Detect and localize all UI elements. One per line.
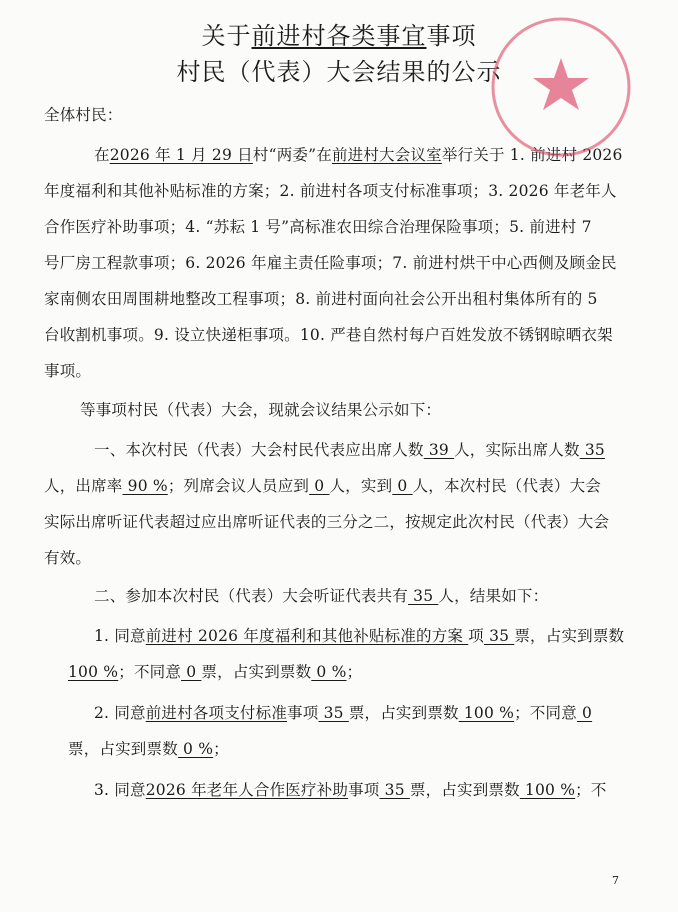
item1-topic: 前进村 2026 年度福利和其他补贴标准的方案: [145, 627, 469, 645]
item2-line-2: 票，占实到票数 0 %；: [68, 740, 229, 758]
para2: 等事项村民（代表）大会，现就会议结果公示如下：: [80, 401, 442, 419]
item3-line-1: 3. 同意2026 年老年人合作医疗补助事项 35 票，占实到票数 100 %；不: [94, 781, 607, 799]
title-place: 前进村各类事宜: [251, 22, 427, 50]
section1-line-1: 一、本次村民（代表）大会村民代表应出席人数 39 人，实际出席人数 35: [94, 441, 605, 459]
title-line-2: 村民（代表）大会结果的公示: [176, 58, 502, 86]
para1-line-3: 合作医疗补助事项；4. “苏耘 1 号”高标准农田综合治理保险事项；5. 前进村 7: [44, 218, 592, 236]
para1-line-4: 号厂房工程款事项；6. 2026 年雇主责任险事项；7. 前进村烘干中心西侧及顾金民: [44, 254, 617, 272]
para1-line-1: 在2026 年 1 月 29 日村“两委”在前进村大会议室举行关于 1. 前进村 2026: [94, 146, 623, 164]
section2-line-1: 二、参加本次村民（代表）大会听证代表共有 35 人，结果如下：: [94, 587, 549, 605]
item2-topic: 前进村各项支付标准: [145, 704, 288, 722]
para1-line-2: 年度福利和其他补贴标准的方案；2. 前进村各项支付标准事项；3. 2026 年老年人: [44, 182, 617, 200]
seal-star-icon: [533, 58, 589, 110]
item1-line-1: 1. 同意前进村 2026 年度福利和其他补贴标准的方案 项 35 票，占实到票数: [94, 627, 625, 645]
salutation: 全体村民：: [44, 106, 123, 124]
item2-line-1: 2. 同意前进村各项支付标准事项 35 票，占实到票数 100 %；不同意 0: [94, 704, 593, 722]
para1-line-6: 台收割机事项。9. 设立快递柜事项。10. 严巷自然村每户百姓发放不锈钢晾晒衣架: [44, 326, 613, 344]
meeting-place: 前进村大会议室: [331, 146, 442, 164]
section1-line-2: 人，出席率 90 %；列席会议人员应到 0 人，实到 0 人，本次村民（代表）大会: [44, 477, 602, 495]
title-line-1: 关于前进村各类事宜事项: [201, 22, 477, 50]
para1-line-7: 事项。: [44, 362, 92, 380]
section1-line-3: 实际出席听证代表超过应出席听证代表的三分之二，按规定此次村民（代表）大会: [44, 513, 610, 531]
item1-line-2: 100 %；不同意 0 票，占实到票数 0 %；: [68, 663, 363, 681]
section1-line-4: 有效。: [44, 549, 92, 567]
page-number: 7: [612, 874, 619, 887]
meeting-date: 2026 年 1 月 29 日: [109, 146, 253, 164]
item3-topic: 2026 年老年人合作医疗补助: [145, 781, 349, 799]
official-seal-stamp: [488, 14, 634, 160]
para1-line-5: 家南侧农田周围耕地整改工程事项；8. 前进村面向社会公开出租村集体所有的 5: [44, 290, 598, 308]
